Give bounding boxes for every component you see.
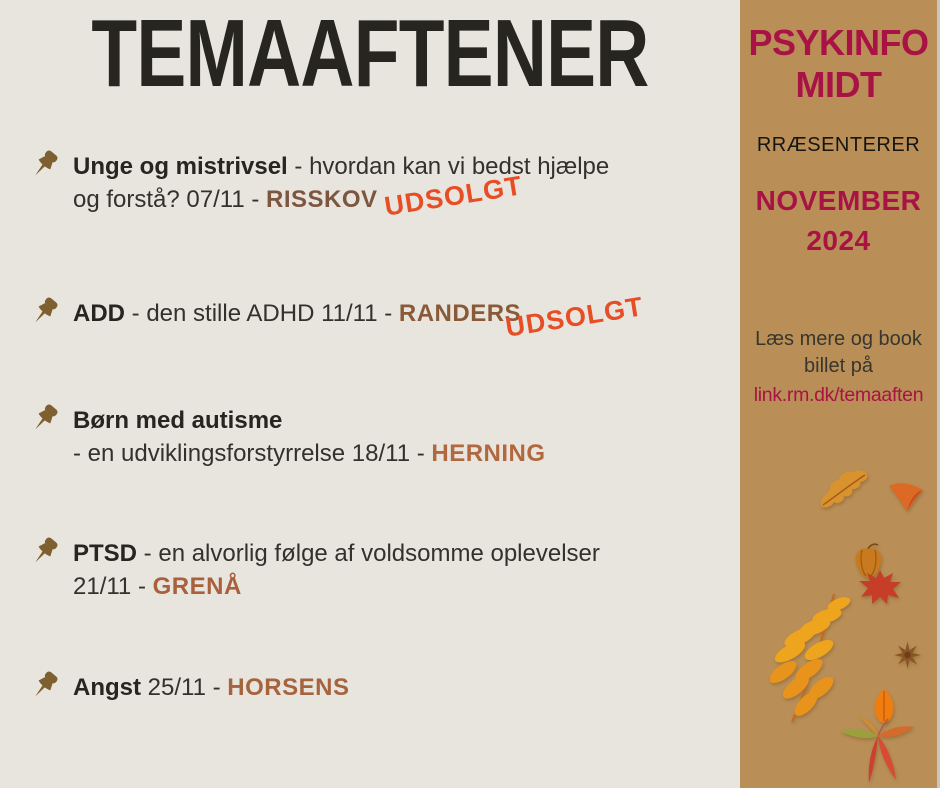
- event-item-angst: [27, 671, 707, 704]
- event-date: og forstå? 07/11 -: [73, 186, 267, 213]
- month-title: [740, 181, 937, 261]
- event-topic: Børn med autisme: [73, 407, 283, 434]
- rowan-leaf-icon: [770, 590, 858, 732]
- star-anise-icon: [892, 640, 923, 675]
- pushpin-icon: [27, 402, 63, 438]
- leaf-edge-fragment: [768, 781, 838, 788]
- pushpin-icon: [27, 148, 63, 184]
- pushpin-icon: [27, 669, 63, 705]
- sidebar: [740, 0, 937, 788]
- event-location: GRENÅ: [152, 573, 242, 600]
- booking-link[interactable]: link.rm.dk/temaaften: [753, 384, 924, 406]
- pushpin-icon: [27, 295, 63, 331]
- event-topic: Angst: [73, 674, 141, 701]
- event-text: [73, 404, 707, 470]
- event-text: [73, 671, 707, 704]
- event-topic: PTSD: [73, 540, 138, 567]
- event-date: 21/11 -: [73, 573, 153, 600]
- virginia-creeper-leaf-icon: [834, 716, 918, 788]
- booking-text-line-1: Læs mere og book: [755, 328, 922, 350]
- pushpin-icon: [27, 535, 63, 571]
- event-description: - hvordan kan vi bedst hjælpe: [287, 153, 610, 180]
- month-line-2: 2024: [806, 225, 871, 256]
- brand-line-2: MIDT: [795, 64, 882, 105]
- event-topic: Unge og mistrivsel: [73, 153, 288, 180]
- event-item-ptsd: [27, 537, 707, 603]
- event-description: - en alvorlig følge af voldsomme oplevelser: [137, 540, 600, 567]
- event-description: - en udviklingsforstyrrelse 18/11 -: [73, 440, 432, 467]
- month-line-1: NOVEMBER: [755, 185, 922, 216]
- brand-title: [740, 22, 937, 106]
- event-location: RANDERS: [398, 300, 522, 327]
- autumn-leaf-small-icon: [887, 480, 925, 518]
- brand-line-1: PSYKINFO: [748, 22, 929, 63]
- event-location: HERNING: [431, 440, 546, 467]
- event-location: HORSENS: [227, 674, 350, 701]
- presents-label: RRÆSENTERER: [756, 134, 921, 156]
- maple-leaf-icon: [857, 568, 903, 611]
- sold-out-stamp: UDSOLGT: [382, 170, 525, 222]
- event-location: RISSKOV: [266, 186, 378, 213]
- event-topic: ADD: [73, 300, 125, 327]
- booking-text-line-2: billet på: [804, 355, 873, 377]
- event-text: [73, 537, 707, 603]
- event-date: 25/11 -: [141, 674, 228, 701]
- event-item-boern-med-autisme: [27, 404, 707, 470]
- page-title: TEMAAFTENER: [91, 0, 649, 107]
- event-item-unge-og-mistrivsel: [27, 150, 707, 216]
- booking-info: [740, 326, 937, 409]
- sold-out-stamp: UDSOLGT: [503, 291, 646, 343]
- oak-leaf-icon: [818, 468, 870, 521]
- event-description: - den stille ADHD 11/11 -: [125, 300, 399, 327]
